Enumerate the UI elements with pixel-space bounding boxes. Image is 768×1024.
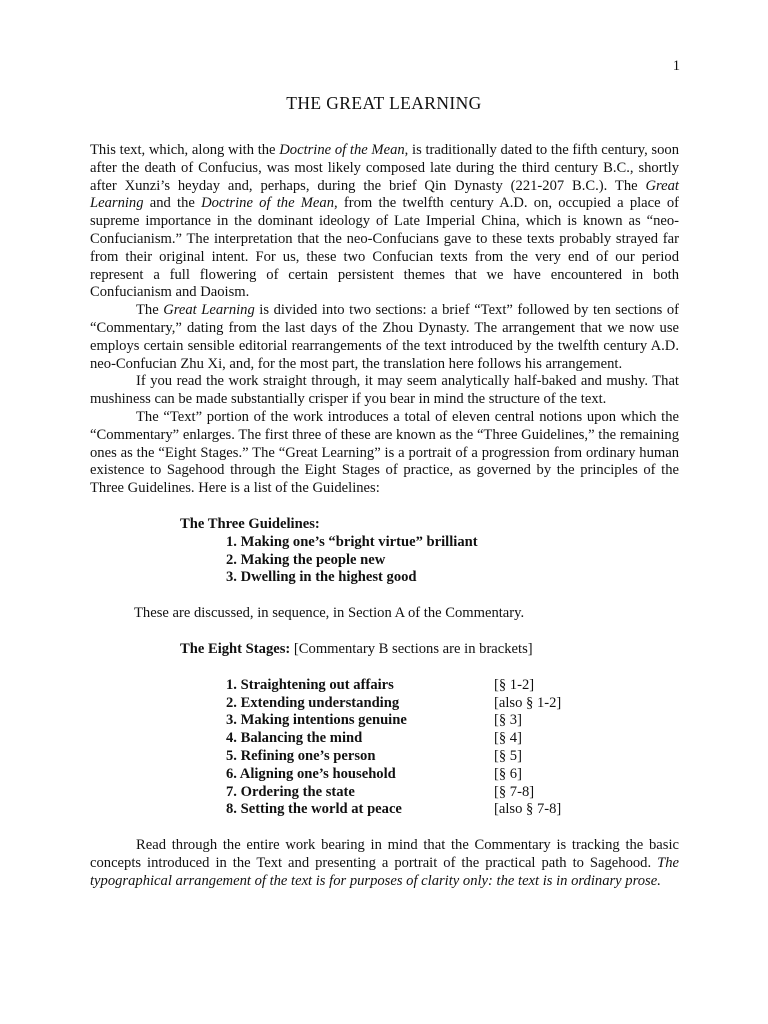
intro-text-g: , from the twelfth century A.D. on, occupied a place of supreme importance in the dominant ideology of Late Imperial China, which is known as “neo-Confucianism.” The interpretation that the neo-Confucians gave to these texts probably strayed far from their original intent. For us, these two Confucian texts from the very end of our period represent a full flowering of certain persistent themes that we have encountered in both Confucianism and Daoism. <box>90 195 679 301</box>
stage-ref: [also § 1-2] <box>494 694 562 711</box>
stage-ref: [§ 1-2] <box>494 676 535 693</box>
stage-row <box>226 695 679 713</box>
page-title: THE GREAT LEARNING <box>286 93 482 113</box>
intro-title-great-learning: Great Learning <box>90 177 679 212</box>
stage-label: 4. Balancing the mind <box>226 730 363 747</box>
intro-paragraph <box>90 142 679 302</box>
intro-title-doctrine-2: Doctrine of the Mean <box>201 195 334 212</box>
structure-paragraph <box>90 302 679 373</box>
closing-paragraph <box>90 837 679 890</box>
stages-heading-note: [Commentary B sections are in brackets] <box>290 640 533 657</box>
stage-ref: [§ 3] <box>494 712 522 729</box>
stage-ref: [§ 7-8] <box>494 783 535 800</box>
eight-stages-list <box>226 677 679 819</box>
page-number: 1 <box>672 58 680 74</box>
intro-text-c: , is traditionally dated to the fifth century, soon after the death of Confucius, was most likely composed late during the third century B.C., shortly after Xunzi’s heyday and, perhaps, during the brief Qin Dynasty (221-207 B.C.). The <box>90 142 679 194</box>
stage-ref: [§ 5] <box>494 747 522 764</box>
stage-row <box>226 748 679 766</box>
stage-label: 3. Making intentions genuine <box>226 712 407 729</box>
intro-text-a: This text, which, along with the <box>90 142 280 158</box>
guidelines-heading: The Three Guidelines: <box>180 515 320 532</box>
stages-heading-label: The Eight Stages: <box>180 640 291 657</box>
stage-row <box>226 801 679 819</box>
stage-label: 8. Setting the world at peace <box>226 801 402 818</box>
stage-row <box>226 712 679 730</box>
intro-title-doctrine-1: Doctrine of the Mean <box>279 142 405 158</box>
stage-row <box>226 677 679 695</box>
three-guidelines-list <box>180 516 679 587</box>
stage-ref: [§ 4] <box>494 730 522 747</box>
structure-title-great-learning: Great Learning <box>163 302 255 319</box>
eight-stages-heading <box>180 641 679 659</box>
discussed-note: These are discussed, in sequence, in Section A of the Commentary. <box>134 605 525 622</box>
stage-label: 6. Aligning one’s household <box>226 765 396 782</box>
stage-label: 1. Straightening out affairs <box>226 676 394 693</box>
structure-text-c: is divided into two sections: a brief “Text” followed by ten sections of “Commentary,” dating from the last days of the Zhou Dynasty. The arrangement that we now use employs certain sensible editorial rearrangements of the text introduced by the twelfth century A.D. neo-Confucian Zhu Xi, and, for the most part, the translation here follows his arrangement. <box>90 302 680 372</box>
stage-row <box>226 766 679 784</box>
closing-italic-note: The typographical arrangement of the text is for purposes of clarity only: the text is in ordinary prose. <box>90 854 679 889</box>
intro-text-e: and the <box>143 195 202 212</box>
closing-text: Read through the entire work bearing in mind that the Commentary is tracking the basic concepts introduced in the Text and presenting a portrait of the practical path to Sagehood. <box>90 837 679 871</box>
stage-label: 2. Extending understanding <box>226 694 400 711</box>
document-body <box>90 142 679 890</box>
stage-ref: [also § 7-8] <box>494 801 562 818</box>
reading-paragraph: If you read the work straight through, it may seem analytically half-baked and mushy. That mushiness can be made substantially crisper if you bear in mind the structure of the text. <box>90 373 679 408</box>
structure-text-a: The <box>136 302 164 319</box>
guideline-item: 1. Making one’s “bright virtue” brilliant <box>226 533 478 550</box>
notions-paragraph: The “Text” portion of the work introduces a total of eleven central notions upon which the “Commentary” enlarges. The first three of these are known as the “Three Guidelines,” the remaining ones as the “Eight Stages.” The “Great Learning” is a portrait of a progression from ordinary human existence to Sagehood through the Eight Stages of practice, as governed by the principles of the Three Guidelines. Here is a list of the Guidelines: <box>90 408 679 497</box>
stage-ref: [§ 6] <box>494 765 522 782</box>
guideline-item: 2. Making the people new <box>226 551 386 568</box>
stage-row <box>226 784 679 802</box>
stage-label: 5. Refining one’s person <box>226 747 376 764</box>
guideline-item: 3. Dwelling in the highest good <box>226 569 417 586</box>
stage-label: 7. Ordering the state <box>226 783 355 800</box>
stage-row <box>226 730 679 748</box>
